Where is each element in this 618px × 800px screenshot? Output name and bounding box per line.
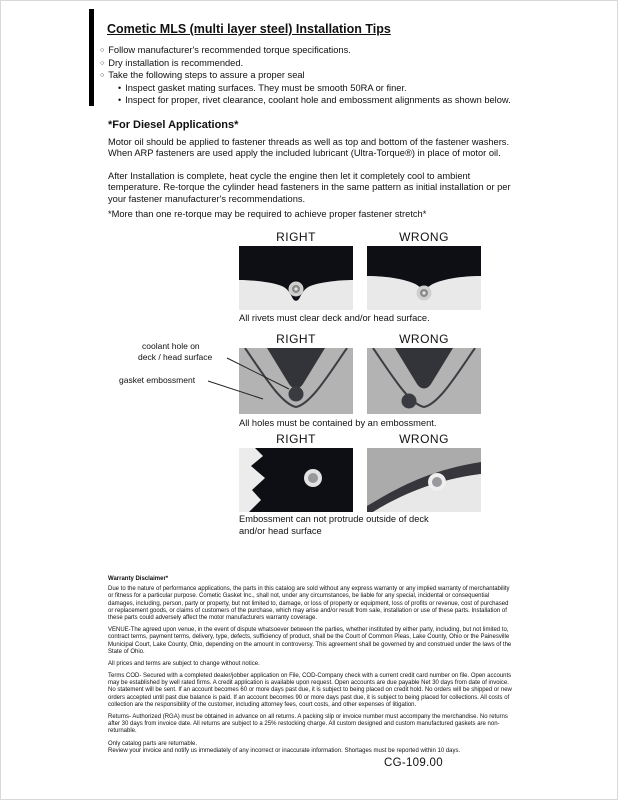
- returnable-line: Only catalog parts are returnable.: [108, 740, 198, 747]
- returns-paragraph: Returns- Authorized (RGA) must be obtained in advance on all returns. A packing slip or invoice number must accompany the merchandise. No returns after 30 days from invoice date. All returns are subject to a 25% restocking charge. All custom designed and custom manufactured gaskets are non-returnable.: [108, 714, 508, 735]
- embossment-right-diagram: [239, 448, 353, 512]
- registration-mark: [89, 9, 94, 106]
- review-line: Review your invoice and notify us immediately of any incorrect or inaccurate information. Shortages must be reported within 10 days.: [108, 747, 461, 754]
- coolant-hole-icon: [402, 394, 417, 409]
- page-title: Cometic MLS (multi layer steel) Installation Tips: [107, 22, 391, 36]
- bullet-item: [100, 58, 243, 68]
- bullet-text: Take the following steps to assure a proper seal: [108, 70, 305, 80]
- bullet-text: Inspect gasket mating surfaces. They must be smooth 50RA or finer.: [125, 82, 407, 93]
- wrong-label-row3: WRONG: [399, 432, 449, 446]
- rivet-wrong-diagram: [367, 246, 481, 310]
- venue-paragraph: VENUE-The agreed upon venue, in the event of dispute whatsoever between the parties, whether instituted by either party, including, but not limited to, contract terms, payment terms, delivery, type, defects, sufficiency of product, shall be the Court of Common Pleas, Lake County, Ohio or the Painesville Municipal Court, Lake County, Ohio, depending on the amount in controversy. This agreement shall be governed by and construed under the laws of the State of Ohio.: [108, 627, 512, 655]
- legal-section: [108, 576, 514, 760]
- rivet-right-diagram: [239, 246, 353, 310]
- bullet-text: Dry installation is recommended.: [108, 57, 244, 68]
- bullet-item: [100, 45, 351, 55]
- warranty-heading: Warranty Disclaimer*: [108, 576, 169, 582]
- circle-bullet-icon: ○: [100, 47, 105, 54]
- circle-bullet-icon: ○: [100, 59, 105, 67]
- row1-caption: All rivets must clear deck and/or head surface.: [239, 313, 430, 323]
- prices-line: All prices and terms are subject to change without notice.: [108, 660, 260, 667]
- embossment-wrong-image: [367, 448, 481, 512]
- dot-bullet-icon: •: [118, 95, 122, 105]
- row3-caption-line2: and/or head surface: [239, 525, 322, 536]
- bullet-item: [100, 70, 305, 80]
- terms-paragraph: Terms COD- Secured with a completed dealer/jobber application on File, COD-Company check with a current credit card number on file. Open accounts may be established by well rated firms. A credit application is available upon request. Open accounts are due payable Net 30 days from date of invoice. No statement will be sent. If an account becomes 60 or more days past due, it is subject to being placed on credit hold. No orders will be shipped or new orders accepted until past due balance is paid. If an account becomes 90 or more days past due, it is subject to being placed for collections. All costs of collection are the responsibility of the customer, including attorney fees, court costs, and other expenses of litigation.: [108, 673, 512, 708]
- coolant-hole-wrong-image: [367, 348, 481, 414]
- retorque-note: *More than one re-torque may be required to achieve proper fastener stretch*: [108, 209, 427, 219]
- diesel-paragraph-1: Motor oil should be applied to fastener threads as well as top and bottom of the fastener washers. When ARP fasteners are used apply the included lubricant (Ultra-Torque®) in place of motor oil.: [108, 137, 510, 159]
- coolant-hole-annotation-line1: coolant hole on: [142, 341, 200, 351]
- right-label-row3: RIGHT: [276, 432, 316, 446]
- rivet-clearance-right-image: [239, 246, 353, 310]
- right-label-row1: RIGHT: [276, 230, 316, 244]
- bullet-text: Inspect for proper, rivet clearance, coolant hole and embossment alignments as shown below.: [125, 95, 511, 105]
- circle-bullet-icon: ○: [100, 72, 105, 79]
- embossment-wrong-diagram: [367, 448, 481, 512]
- diesel-paragraph-2: After Installation is complete, heat cycle the engine then let it completely cool to ambient temperature. Re-torque the cylinder head fasteners in the same pattern as initial installation or per your fastener manufacturer's recommendations.: [108, 171, 511, 204]
- coolant-hole-right-image: [239, 348, 353, 414]
- rivet-clearance-wrong-image: [367, 246, 481, 310]
- embossment-right-image: [239, 448, 353, 512]
- coolant-wrong-diagram: [367, 348, 481, 414]
- row3-caption-line1: Embossment can not protrude outside of deck: [239, 514, 429, 524]
- sub-bullet-item: [118, 95, 511, 105]
- catalog-code: CG-109.00: [384, 757, 443, 769]
- wrong-label-row2: WRONG: [399, 332, 449, 346]
- bullet-text: Follow manufacturer's recommended torque specifications.: [108, 45, 351, 55]
- dot-bullet-icon: •: [118, 82, 122, 93]
- right-label-row2: RIGHT: [276, 332, 316, 346]
- coolant-hole-icon: [289, 387, 304, 402]
- diesel-heading: *For Diesel Applications*: [108, 119, 239, 131]
- row2-caption: All holes must be contained by an embossment.: [239, 418, 437, 428]
- wrong-label-row1: WRONG: [399, 230, 449, 244]
- coolant-hole-annotation-line2: deck / head surface: [138, 352, 213, 362]
- warranty-paragraph: Due to the nature of performance applications, the parts in this catalog are sold without any express warranty or any implied warranty of merchantability or fitness for a particular purpose. Cometic Gasket Inc., shall not, under any circumstances, be liable for any special, incidental or consequential damages, including, person, party or property, but not limited to, damage, or loss of property or equipment, loss of profits or revenue, cost of purchased or replacement goods, or claims of customers of the purchase, which may arise and/or result from sale, installation or use of these parts. Installation of these parts could adversely affect the motor manufacturers warranty coverage.: [108, 586, 510, 621]
- gasket-embossment-annotation: gasket embossment: [119, 375, 196, 385]
- coolant-right-diagram: [239, 348, 353, 414]
- sub-bullet-item: [118, 83, 407, 93]
